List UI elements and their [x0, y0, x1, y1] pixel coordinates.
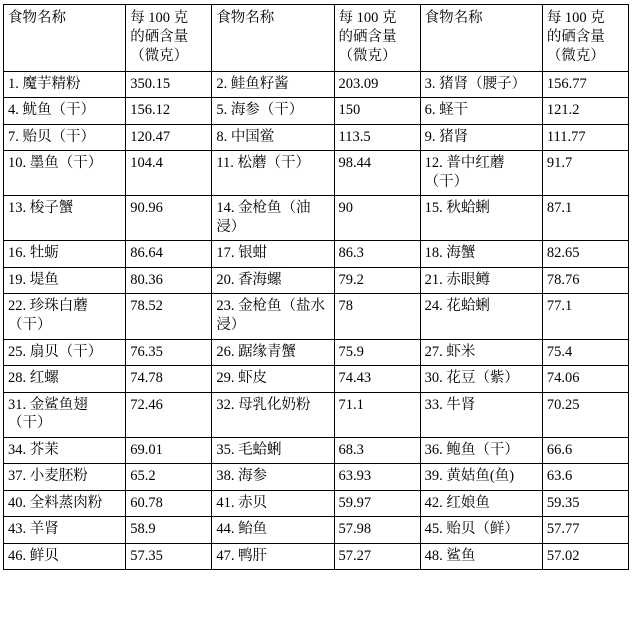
- table-row: [4, 437, 629, 464]
- selenium-value-cell: 71.1: [334, 392, 420, 437]
- food-name-cell: 41. 赤贝: [212, 490, 334, 517]
- selenium-value-cell: 90.96: [126, 196, 212, 241]
- food-name-cell: 7. 贻贝（干）: [4, 124, 126, 151]
- food-name-cell: 42. 红娘鱼: [420, 490, 542, 517]
- food-name-cell: 30. 花豆（紫）: [420, 366, 542, 393]
- selenium-value-cell: 77.1: [542, 294, 628, 339]
- food-name-cell: 1. 魔芋精粉: [4, 71, 126, 98]
- food-name-cell: 34. 芥茉: [4, 437, 126, 464]
- food-name-cell: 27. 虾米: [420, 339, 542, 366]
- food-name-cell: 44. 鲐鱼: [212, 517, 334, 544]
- food-name-cell: 37. 小麦胚粉: [4, 464, 126, 491]
- selenium-value-cell: 57.98: [334, 517, 420, 544]
- table-row: [4, 98, 629, 125]
- table-header: [4, 5, 629, 72]
- selenium-value-cell: 104.4: [126, 151, 212, 196]
- header-food-name-2: 食物名称: [212, 5, 334, 72]
- selenium-value-cell: 156.12: [126, 98, 212, 125]
- table-row: [4, 267, 629, 294]
- header-line-3: （微克）: [338, 47, 397, 64]
- selenium-content-table: [3, 4, 629, 570]
- selenium-value-cell: 91.7: [542, 151, 628, 196]
- selenium-value-cell: 69.01: [126, 437, 212, 464]
- header-line-2: 的硒含量: [546, 28, 605, 45]
- food-name-cell: 15. 秋蛤蜊: [420, 196, 542, 241]
- food-name-cell: 17. 银蚶: [212, 241, 334, 268]
- selenium-value-cell: 59.35: [542, 490, 628, 517]
- selenium-value-cell: 60.78: [126, 490, 212, 517]
- header-row: [4, 5, 629, 72]
- food-name-cell: 25. 扇贝（干）: [4, 339, 126, 366]
- food-name-cell: 6. 蛏干: [420, 98, 542, 125]
- food-name-cell: 36. 鲍鱼（干）: [420, 437, 542, 464]
- food-name-cell: 33. 牛肾: [420, 392, 542, 437]
- food-name-cell: 35. 毛蛤蜊: [212, 437, 334, 464]
- food-name-cell: 39. 黄姑鱼(鱼): [420, 464, 542, 491]
- food-name-cell: 10. 墨鱼（干）: [4, 151, 126, 196]
- food-name-cell: 12. 普中红蘑（干）: [420, 151, 542, 196]
- selenium-value-cell: 75.9: [334, 339, 420, 366]
- table-body: [4, 71, 629, 570]
- selenium-value-cell: 59.97: [334, 490, 420, 517]
- food-name-cell: 48. 鲨鱼: [420, 543, 542, 570]
- food-name-cell: 40. 全料蒸肉粉: [4, 490, 126, 517]
- table-row: [4, 517, 629, 544]
- food-name-cell: 8. 中国鲎: [212, 124, 334, 151]
- selenium-value-cell: 80.36: [126, 267, 212, 294]
- food-name-cell: 43. 羊肾: [4, 517, 126, 544]
- selenium-value-cell: 156.77: [542, 71, 628, 98]
- food-name-cell: 23. 金枪鱼（盐水浸）: [212, 294, 334, 339]
- selenium-value-cell: 66.6: [542, 437, 628, 464]
- food-name-cell: 26. 踞缘青蟹: [212, 339, 334, 366]
- selenium-value-cell: 58.9: [126, 517, 212, 544]
- header-selenium-1: [126, 5, 212, 72]
- selenium-value-cell: 57.27: [334, 543, 420, 570]
- header-line-1: 每 100 克: [546, 10, 605, 26]
- selenium-value-cell: 70.25: [542, 392, 628, 437]
- table-row: [4, 241, 629, 268]
- food-name-cell: 31. 金鲨鱼翅（干）: [4, 392, 126, 437]
- header-selenium-2: [334, 5, 420, 72]
- header-line-2: 的硒含量: [338, 28, 397, 45]
- selenium-value-cell: 63.6: [542, 464, 628, 491]
- food-name-cell: 28. 红螺: [4, 366, 126, 393]
- table-row: [4, 151, 629, 196]
- food-name-cell: 24. 花蛤蜊: [420, 294, 542, 339]
- selenium-value-cell: 74.06: [542, 366, 628, 393]
- table-row: [4, 464, 629, 491]
- food-name-cell: 22. 珍珠白蘑（干）: [4, 294, 126, 339]
- selenium-value-cell: 87.1: [542, 196, 628, 241]
- selenium-value-cell: 120.47: [126, 124, 212, 151]
- header-line-3: （微克）: [546, 47, 605, 64]
- selenium-value-cell: 76.35: [126, 339, 212, 366]
- selenium-value-cell: 57.77: [542, 517, 628, 544]
- food-name-cell: 38. 海参: [212, 464, 334, 491]
- table-row: [4, 196, 629, 241]
- header-line-3: （微克）: [130, 47, 189, 64]
- food-name-cell: 2. 鲑鱼籽酱: [212, 71, 334, 98]
- food-name-cell: 47. 鸭肝: [212, 543, 334, 570]
- selenium-value-cell: 78.76: [542, 267, 628, 294]
- selenium-value-cell: 57.02: [542, 543, 628, 570]
- selenium-value-cell: 57.35: [126, 543, 212, 570]
- header-food-name-3: 食物名称: [420, 5, 542, 72]
- food-name-cell: 32. 母乳化奶粉: [212, 392, 334, 437]
- header-food-name-1: 食物名称: [4, 5, 126, 72]
- table-row: [4, 339, 629, 366]
- food-name-cell: 19. 堤鱼: [4, 267, 126, 294]
- food-name-cell: 4. 鱿鱼（干）: [4, 98, 126, 125]
- selenium-value-cell: 150: [334, 98, 420, 125]
- header-selenium-3: [542, 5, 628, 72]
- table-row: [4, 490, 629, 517]
- food-name-cell: 20. 香海螺: [212, 267, 334, 294]
- food-name-cell: 14. 金枪鱼（油浸）: [212, 196, 334, 241]
- selenium-value-cell: 86.64: [126, 241, 212, 268]
- table-row: [4, 294, 629, 339]
- food-name-cell: 3. 猪肾（腰子）: [420, 71, 542, 98]
- food-name-cell: 21. 赤眼鳟: [420, 267, 542, 294]
- table-row: [4, 71, 629, 98]
- selenium-value-cell: 74.78: [126, 366, 212, 393]
- food-name-cell: 5. 海参（干）: [212, 98, 334, 125]
- selenium-value-cell: 111.77: [542, 124, 628, 151]
- food-name-cell: 16. 牡蛎: [4, 241, 126, 268]
- selenium-value-cell: 78: [334, 294, 420, 339]
- selenium-value-cell: 86.3: [334, 241, 420, 268]
- selenium-value-cell: 74.43: [334, 366, 420, 393]
- selenium-value-cell: 203.09: [334, 71, 420, 98]
- selenium-value-cell: 75.4: [542, 339, 628, 366]
- selenium-value-cell: 78.52: [126, 294, 212, 339]
- food-name-cell: 18. 海蟹: [420, 241, 542, 268]
- table-row: [4, 543, 629, 570]
- selenium-value-cell: 82.65: [542, 241, 628, 268]
- food-name-cell: 13. 梭子蟹: [4, 196, 126, 241]
- food-name-cell: 9. 猪肾: [420, 124, 542, 151]
- food-name-cell: 46. 鲜贝: [4, 543, 126, 570]
- selenium-value-cell: 90: [334, 196, 420, 241]
- selenium-value-cell: 68.3: [334, 437, 420, 464]
- selenium-value-cell: 113.5: [334, 124, 420, 151]
- selenium-value-cell: 98.44: [334, 151, 420, 196]
- table-row: [4, 366, 629, 393]
- selenium-value-cell: 79.2: [334, 267, 420, 294]
- selenium-value-cell: 72.46: [126, 392, 212, 437]
- food-name-cell: 45. 贻贝（鲜）: [420, 517, 542, 544]
- selenium-value-cell: 63.93: [334, 464, 420, 491]
- header-line-1: 每 100 克: [130, 10, 189, 26]
- header-line-2: 的硒含量: [130, 28, 189, 45]
- selenium-value-cell: 121.2: [542, 98, 628, 125]
- food-name-cell: 11. 松蘑（干）: [212, 151, 334, 196]
- table-row: [4, 124, 629, 151]
- selenium-value-cell: 350.15: [126, 71, 212, 98]
- table-row: [4, 392, 629, 437]
- food-name-cell: 29. 虾皮: [212, 366, 334, 393]
- header-line-1: 每 100 克: [338, 10, 397, 26]
- selenium-value-cell: 65.2: [126, 464, 212, 491]
